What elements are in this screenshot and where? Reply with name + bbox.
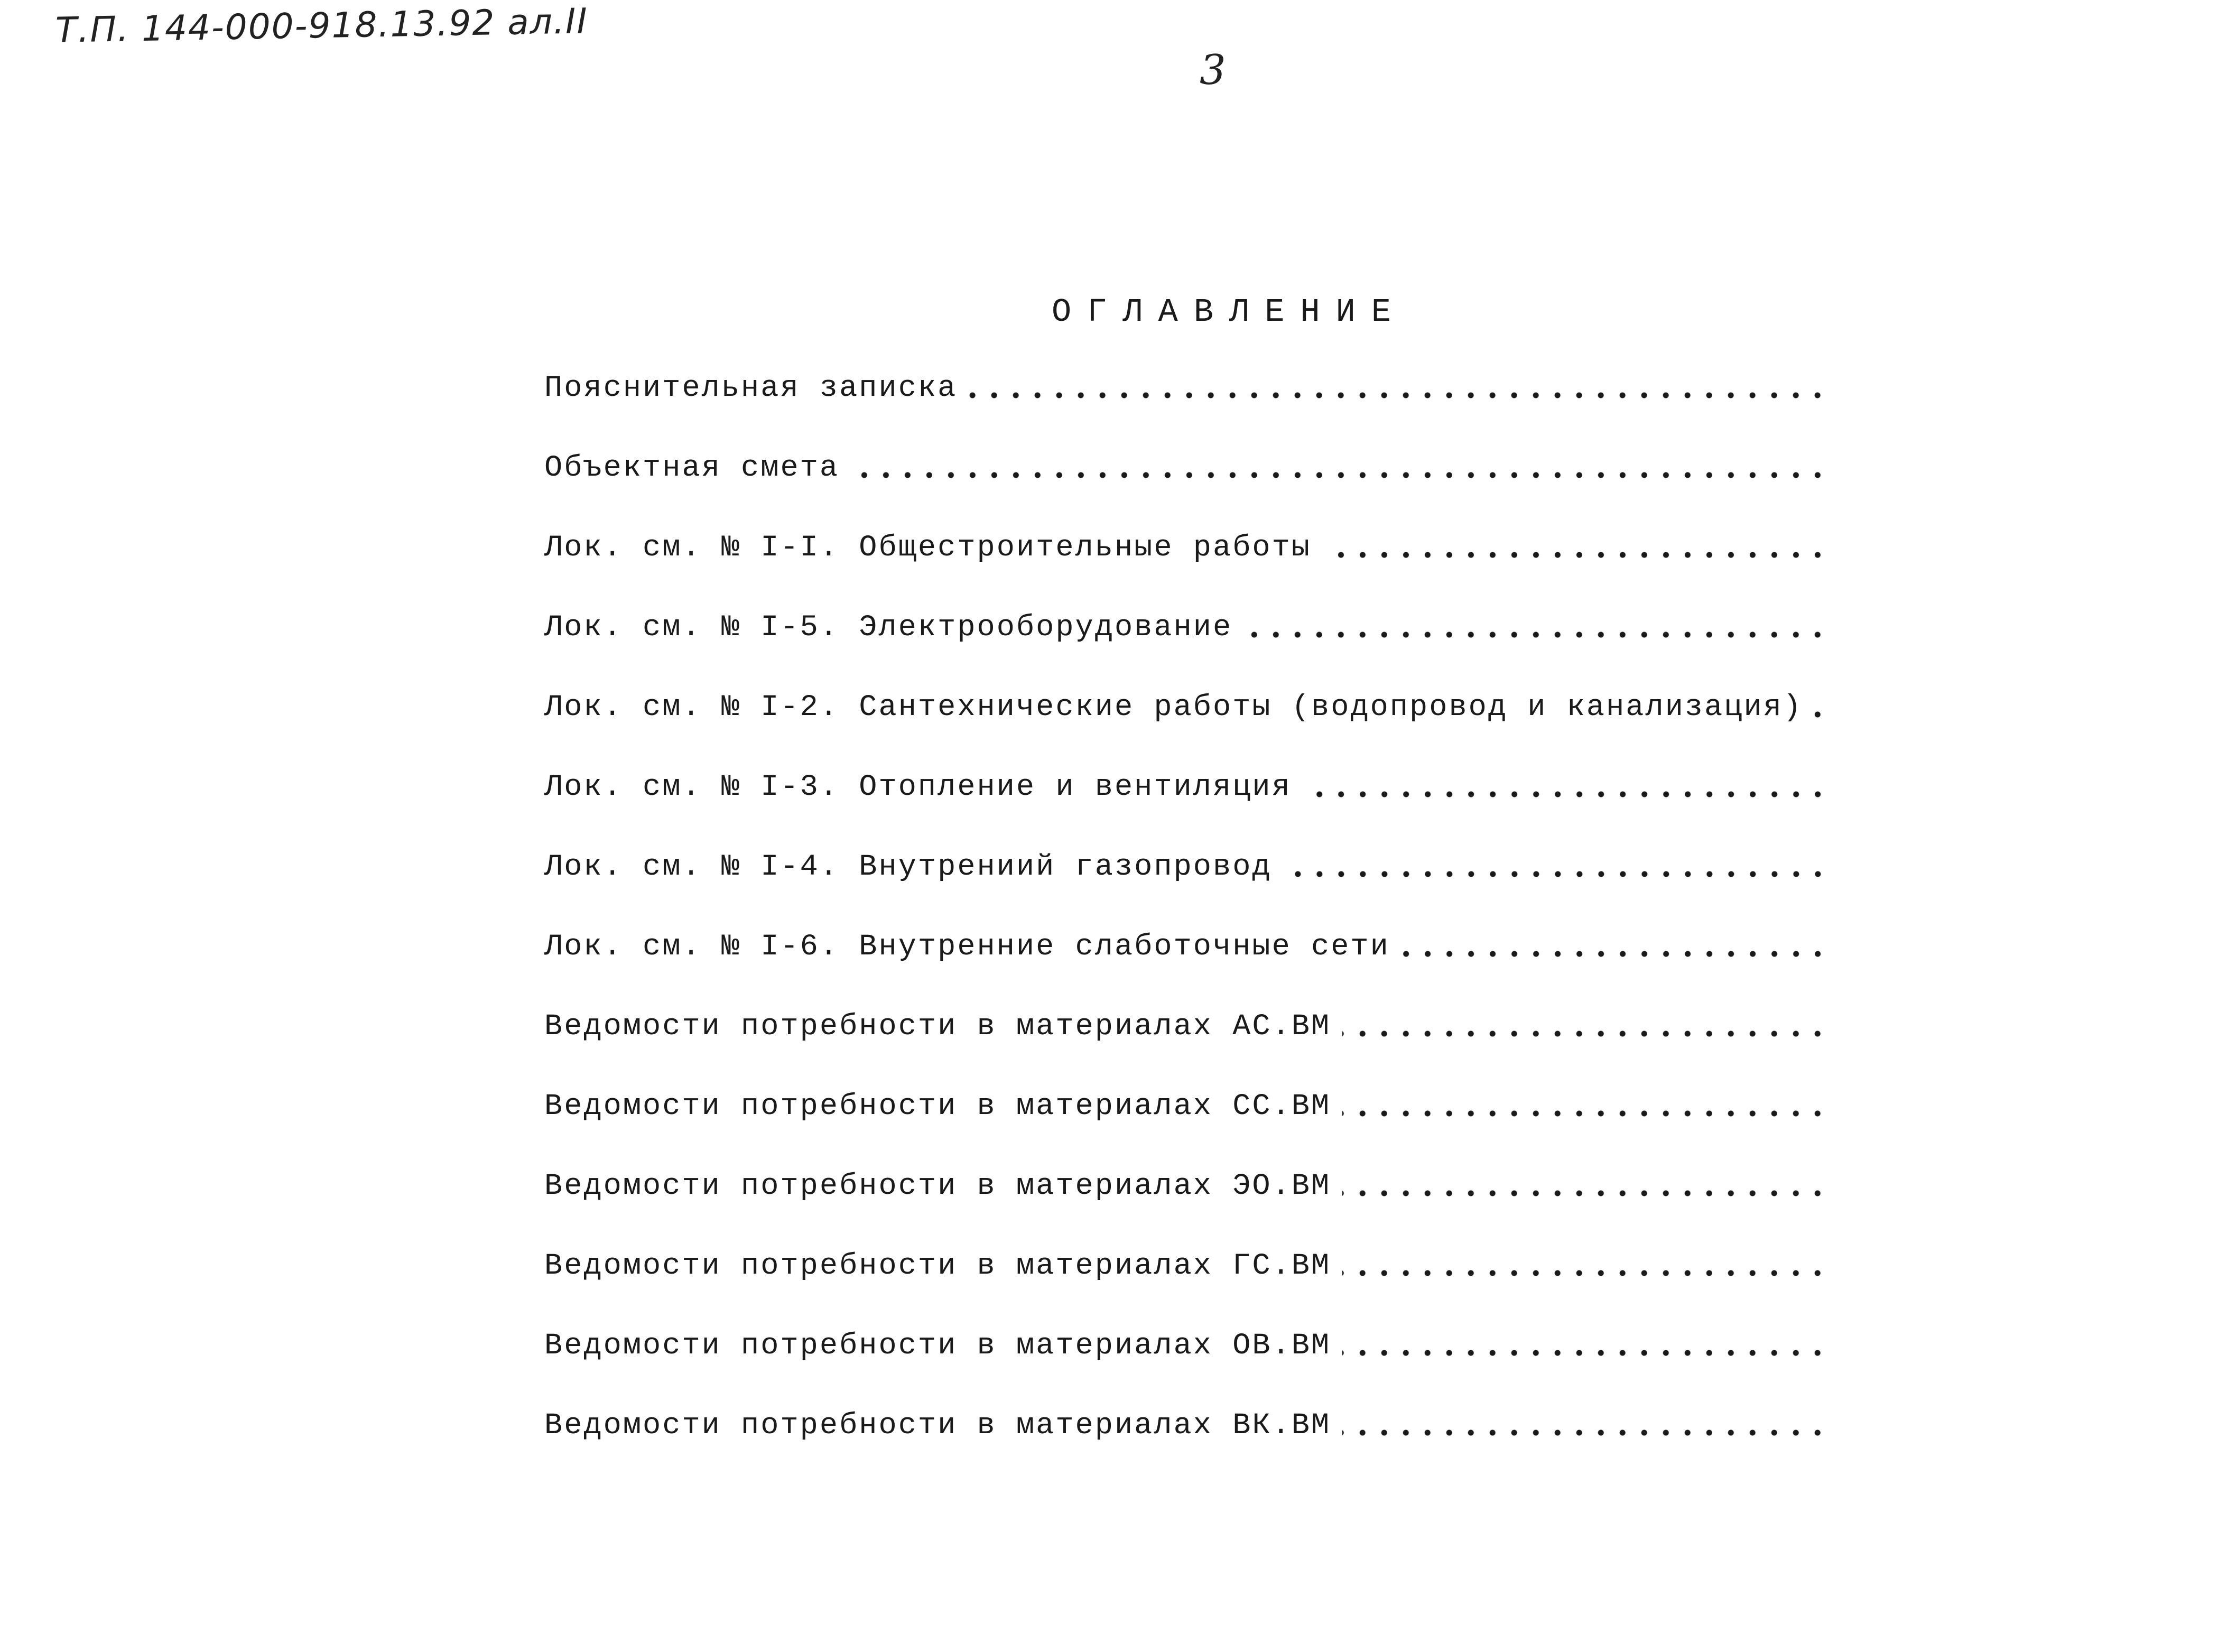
toc-entry-label: Ведомости потребности в материалах ВК.ВМ — [544, 1407, 1342, 1444]
dot-leader — [1342, 1328, 1828, 1365]
toc-entry-label: Пояснительная записка — [544, 370, 969, 407]
toc-entry-label: Ведомости потребности в материалах АС.ВМ — [544, 1008, 1342, 1045]
toc-entry — [544, 450, 1828, 530]
dot-leader — [1244, 609, 1828, 646]
toc-entry-label: Лок. см. № I-6. Внутренние слаботочные сети — [544, 929, 1401, 966]
toc-entry — [544, 1008, 1828, 1088]
toc-entry-label: Лок. см. № I-5. Электрооборудование — [544, 609, 1244, 646]
toc-entry-label: Лок. см. № I-2. Сантехнические работы (водопровод и канализация) — [544, 689, 1814, 726]
dot-leader — [851, 450, 1828, 487]
toc-entry — [544, 1248, 1828, 1328]
toc-entry — [544, 609, 1828, 689]
dot-leader — [1342, 1008, 1828, 1045]
toc-entry — [544, 1328, 1828, 1407]
dot-leader — [1323, 530, 1828, 567]
dot-leader — [1814, 689, 1828, 726]
toc-entry-label: Ведомости потребности в материалах ОВ.ВМ — [544, 1328, 1342, 1365]
dot-leader — [1342, 1088, 1828, 1125]
toc-entry — [544, 370, 1828, 450]
page-title: ОГЛАВЛЕНИЕ — [1052, 293, 1407, 331]
toc-entry — [544, 769, 1828, 849]
dot-leader — [1342, 1168, 1828, 1205]
toc-entry-label: Ведомости потребности в материалах ГС.ВМ — [544, 1248, 1342, 1285]
dot-leader — [1303, 769, 1828, 806]
toc-entry — [544, 1407, 1828, 1487]
toc-entry — [544, 530, 1828, 609]
toc-entry — [544, 1088, 1828, 1168]
toc-entry — [544, 1168, 1828, 1248]
document-code-stamp: Т.П. 144-000-918.13.92 ал.II — [55, 1, 589, 51]
dot-leader — [1342, 1407, 1828, 1444]
dot-leader — [969, 370, 1828, 407]
toc-entry-label: Объектная смета — [544, 450, 851, 487]
dot-leader — [1401, 929, 1828, 966]
toc-entry-label: Лок. см. № I-3. Отопление и вентиляция — [544, 769, 1303, 806]
toc-entry-label: Ведомости потребности в материалах ЭО.ВМ — [544, 1168, 1342, 1205]
toc-entry — [544, 929, 1828, 1008]
toc-entry — [544, 849, 1828, 929]
page-number: 3 — [1200, 47, 1226, 94]
dot-leader — [1284, 849, 1828, 886]
table-of-contents — [544, 370, 1828, 1487]
toc-entry — [544, 689, 1828, 769]
dot-leader — [1342, 1248, 1828, 1285]
toc-entry-label: Лок. см. № I-I. Общестроительные работы — [544, 530, 1323, 567]
toc-entry-label: Лок. см. № I-4. Внутрениий газопровод — [544, 849, 1284, 886]
toc-entry-label: Ведомости потребности в материалах СС.ВМ — [544, 1088, 1342, 1125]
